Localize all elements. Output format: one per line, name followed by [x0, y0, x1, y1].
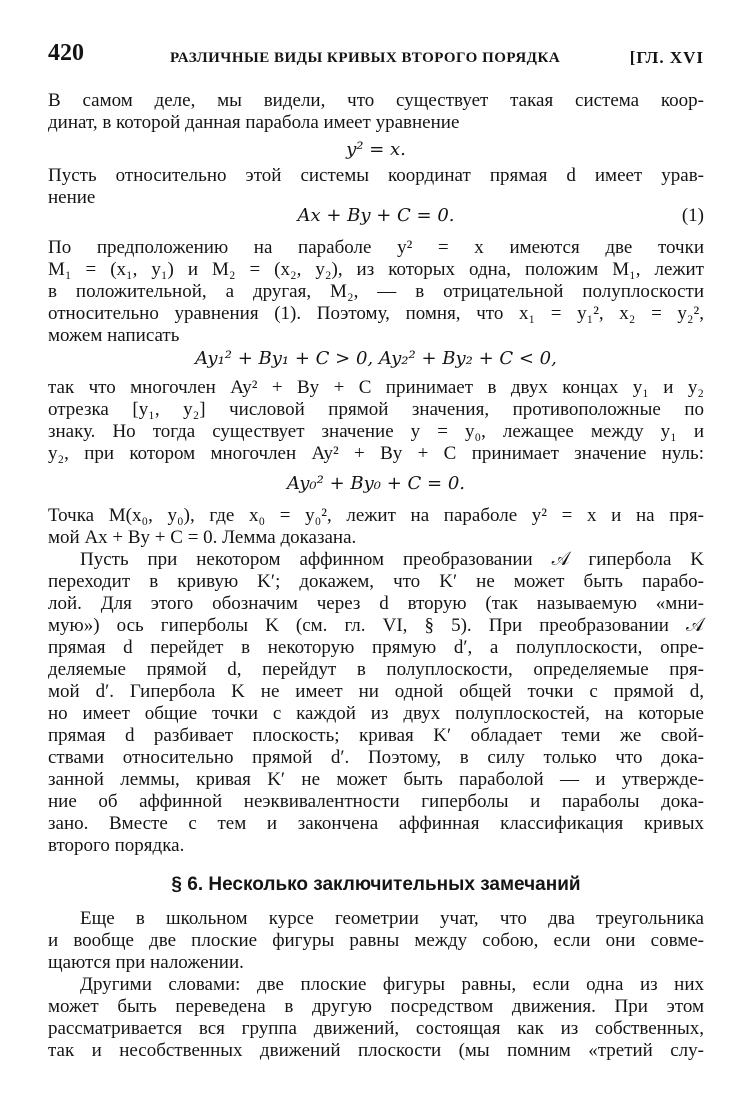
text-line: деляемые прямой d, перейдут в полуплоскости, определяемые пря-: [48, 659, 704, 680]
text-line: лой. Для этого обозначим через d вторую (так называемую «мни-: [48, 593, 704, 614]
text-line: Точка M(x₀, y₀), где x₀ = y₀², лежит на параболе y² = x и на пря-: [48, 505, 704, 526]
text-line: M₁ = (x₁, y₁) и M₂ = (x₂, y₂), из которых одна, положим M₁, лежит: [48, 259, 704, 280]
text-line: так и несобственных движений плоскости (мы помним «третий слу-: [48, 1040, 704, 1061]
text-line: Пусть при некотором аффинном преобразовании 𝒜 гипербола K: [80, 549, 704, 570]
text-line: По предположению на параболе y² = x имеются две точки: [48, 237, 704, 258]
text-line: мой d′. Гипербола K не имеет ни одной общей точки с прямой d,: [48, 681, 704, 702]
text-line: рассматривается вся группа движений, состоящая как из собственных,: [48, 1018, 704, 1039]
formula: Ax + By + C = 0.: [297, 205, 455, 226]
text-line: может быть переведена в другую посредством движения. При этом: [48, 996, 704, 1017]
text-line: знаку. Но тогда существует значение y = y₀, лежащее между y₁ и: [48, 421, 704, 442]
text-line: прямая d разбивает плоскость; кривая K′ обладает теми же свой-: [48, 725, 704, 746]
text-line: динат, в которой данная парабола имеет уравнение: [48, 112, 460, 133]
text-line: В самом деле, мы видели, что существует такая система коор-: [48, 90, 704, 111]
text-line: второго порядка.: [48, 835, 185, 856]
text-line: занной леммы, кривая K′ не может быть параболой — и утвержде-: [48, 769, 704, 790]
text-line: ние об аффинной неэквивалентности гиперболы и параболы дока-: [48, 791, 704, 812]
text-line: ствами относительно прямой d′. Поэтому, в силу только что дока-: [48, 747, 704, 768]
page-number: 420: [48, 40, 84, 66]
text-line: в положительной, а другая, M₂, — в отрицательной полуплоскости: [48, 281, 704, 302]
section-heading: § 6. Несколько заключительных замечаний: [171, 874, 581, 895]
text-line: щаются при наложении.: [48, 952, 244, 973]
text-line: Пусть относительно этой системы координат прямая d имеет урав-: [48, 165, 704, 186]
text-line: прямая d перейдет в некоторую прямую d′, а полуплоскости, опре-: [48, 637, 704, 658]
formula: Ay₁² + By₁ + C > 0, Ay₂² + By₂ + C < 0,: [195, 348, 557, 369]
equation-number: (1): [681, 205, 704, 226]
text-line: относительно уравнения (1). Поэтому, помня, что x₁ = y₁², x₂ = y₂²,: [48, 303, 704, 324]
text-line: Еще в школьном курсе геометрии учат, что два треугольника: [80, 908, 704, 929]
text-line: зано. Вместе с тем и закончена аффинная классификация кривых: [48, 813, 704, 834]
text-line: переходит в кривую K′; докажем, что K′ не может быть парабо-: [48, 571, 704, 592]
running-title: РАЗЛИЧНЫЕ ВИДЫ КРИВЫХ ВТОРОГО ПОРЯДКА: [170, 50, 561, 66]
equation-row: [48, 205, 704, 227]
text-line: мую») ось гиперболы K (см. гл. VI, § 5). При преобразовании 𝒜: [48, 615, 704, 636]
text-line: но имеет общие точки с каждой из двух полуплоскостей, на которые: [48, 703, 704, 724]
text-line: y₂, при котором многочлен Ay² + By + C принимает значение нуль:: [48, 443, 704, 464]
text-line: отрезка [y₁, y₂] числовой прямой значения, противоположные по: [48, 399, 704, 420]
text-line: так что многочлен Ay² + By + C принимает в двух концах y₁ и y₂: [48, 377, 704, 398]
text-line: мой Ax + By + C = 0. Лемма доказана.: [48, 527, 357, 548]
text-line: и вообще две плоские фигуры равны между собою, если они совме-: [48, 930, 704, 951]
chapter-marker: [ГЛ. XVI: [629, 48, 704, 67]
text-line: нение: [48, 187, 96, 208]
formula: Ay₀² + By₀ + C = 0.: [286, 473, 465, 494]
formula: y² = x.: [346, 139, 406, 160]
text-line: Другими словами: две плоские фигуры равны, если одна из них: [80, 974, 704, 995]
text-line: можем написать: [48, 325, 180, 346]
